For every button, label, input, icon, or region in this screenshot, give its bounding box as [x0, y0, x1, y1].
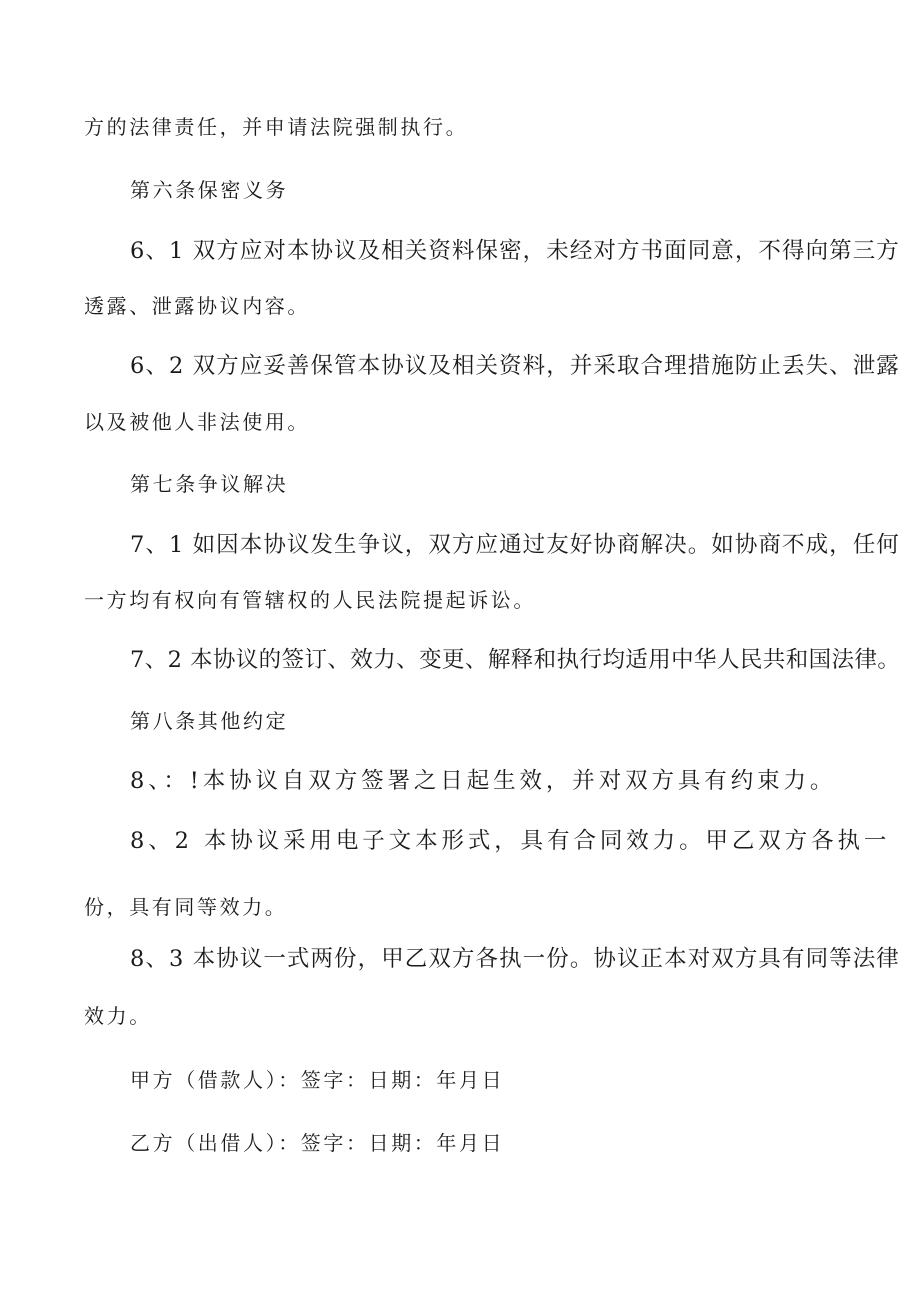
signature-party-a: 甲方（借款人）：签字：日期：年月日 — [130, 1068, 505, 1092]
clause-6-1-line-2: 透露、泄露协议内容。 — [84, 294, 310, 318]
clause-7-2: 7、2 本协议的签订、效力、变更、解释和执行均适用中华人民共和国法律。 — [130, 647, 901, 673]
signature-party-b: 乙方（出借人）：签字：日期：年月日 — [130, 1131, 505, 1155]
clause-8-3-line-2: 效力。 — [84, 1004, 152, 1028]
clause-8-2-line-1: 8、2 本协议采用电子文本形式，具有合同效力。甲乙双方各执一 — [130, 828, 891, 854]
clause-6-2-line-2: 以及被他人非法使用。 — [84, 410, 310, 434]
clause-8-2-line-2: 份，具有同等效力。 — [84, 895, 288, 919]
clause-6-2-line-1: 6、2 双方应妥善保管本协议及相关资料，并采取合理措施防止丢失、泄露 — [130, 353, 900, 379]
clause-7-1-line-2: 一方均有权向有管辖权的人民法院提起诉讼。 — [84, 588, 536, 612]
paragraph-continuation: 方的法律责任，并申请法院强制执行。 — [84, 115, 469, 139]
clause-6-1-line-1: 6、1 双方应对本协议及相关资料保密，未经对方书面同意，不得向第三方 — [130, 238, 900, 264]
section-heading-6: 第六条保密义务 — [130, 178, 289, 202]
clause-8-1: 8、：!本协议自双方签署之日起生效，并对双方具有约束力。 — [130, 768, 837, 794]
section-heading-7: 第七条争议解决 — [130, 472, 289, 496]
section-heading-8: 第八条其他约定 — [130, 709, 289, 733]
clause-7-1-line-1: 7、1 如因本协议发生争议，双方应通过友好协商解决。如协商不成，任何 — [130, 532, 900, 558]
clause-8-3-line-1: 8、3 本协议一式两份，甲乙双方各执一份。协议正本对双方具有同等法律 — [130, 946, 900, 972]
